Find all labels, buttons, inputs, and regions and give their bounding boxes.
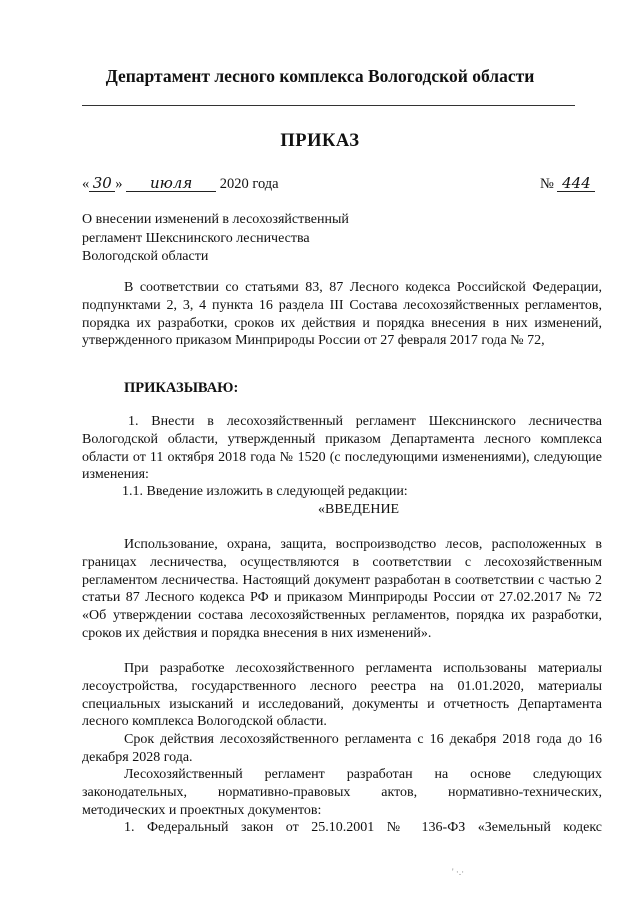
quote-close: » bbox=[115, 176, 123, 192]
subject-line-2: регламент Шекснинского лесничества bbox=[82, 230, 310, 246]
order-subject bbox=[82, 211, 349, 267]
intro-paragraph-2: При разработке лесохозяйственного регламента использованы материалы лесоустройства, государственного лесного реестра на 01.01.2020, материалы специальных изысканий и исследований, документы и отчетность Департамента лесного комплекса Вологодской области. bbox=[82, 661, 602, 730]
intro-paragraph-3: Срок действия лесохозяйственного регламента с 16 декабря 2018 года до 16 декабря 2028 года. bbox=[82, 732, 602, 765]
order-number bbox=[540, 175, 595, 193]
item-1-1: 1.1. Введение изложить в следующей редакции: bbox=[122, 484, 408, 499]
preamble-paragraph: В соответствии со статьями 83, 87 Лесного кодекса Российской Федерации, подпунктами 2, 3, 4 пункта 16 раздела III Состава лесохозяйственных регламентов, порядка их разработки, сроков их действия и порядка внесения в них изменений, утвержденного приказом Минприроды России от 27 февраля 2017 года № 72, bbox=[82, 280, 602, 349]
subject-line-1: О внесении изменений в лесохозяйственный bbox=[82, 212, 349, 227]
document-title: ПРИКАЗ bbox=[280, 131, 360, 151]
handwritten-day: 30 bbox=[89, 175, 115, 192]
item-1-paragraph: 1. Внести в лесохозяйственный регламент Шекснинского лесничества Вологодской области, утвержденный приказом Департамента лесного комплекса области от 11 октября 2018 года № 1520 (с последующими изменениями), следующие изменения: bbox=[82, 414, 602, 483]
handwritten-number: 444 bbox=[557, 175, 595, 192]
intro-paragraph-5: 1. Федеральный закон от 25.10.2001 № 136-ФЗ «Земельный кодекс bbox=[124, 820, 602, 835]
department-name: Департамент лесного комплекса Вологодской области bbox=[105, 66, 535, 86]
intro-paragraph-1: Использование, охрана, защита, воспроизводство лесов, расположенных в границах лесничества, осуществляются в соответствии с лесохозяйственным регламентом лесничества. Настоящий документ разработан в соответствии с частью 2 статьи 87 Лесного кодекса РФ и приказом Минприроды России от 27.02.2017 № 72 «Об утверждении состава лесохозяйственных регламентов, порядка их разработки, сроков их действия и порядка внесения в них изменений». bbox=[82, 537, 602, 641]
header-rule bbox=[82, 105, 575, 106]
order-date bbox=[82, 175, 279, 193]
order-year: 2020 года bbox=[219, 176, 279, 192]
number-label: № bbox=[540, 176, 554, 192]
order-word: ПРИКАЗЫВАЮ: bbox=[124, 380, 239, 396]
intro-paragraph-4: Лесохозяйственный регламент разработан на основе следующих законодательных, нормативно-правовых актов, нормативно-технических, методических и проектных документов: bbox=[82, 767, 602, 818]
handwritten-month: июля bbox=[126, 175, 216, 192]
introduction-heading: «ВВЕДЕНИЕ bbox=[318, 502, 400, 517]
quote-open: « bbox=[82, 176, 90, 192]
subject-line-3: Вологодской области bbox=[82, 249, 209, 264]
scan-mark: ' ·.· bbox=[452, 867, 465, 877]
